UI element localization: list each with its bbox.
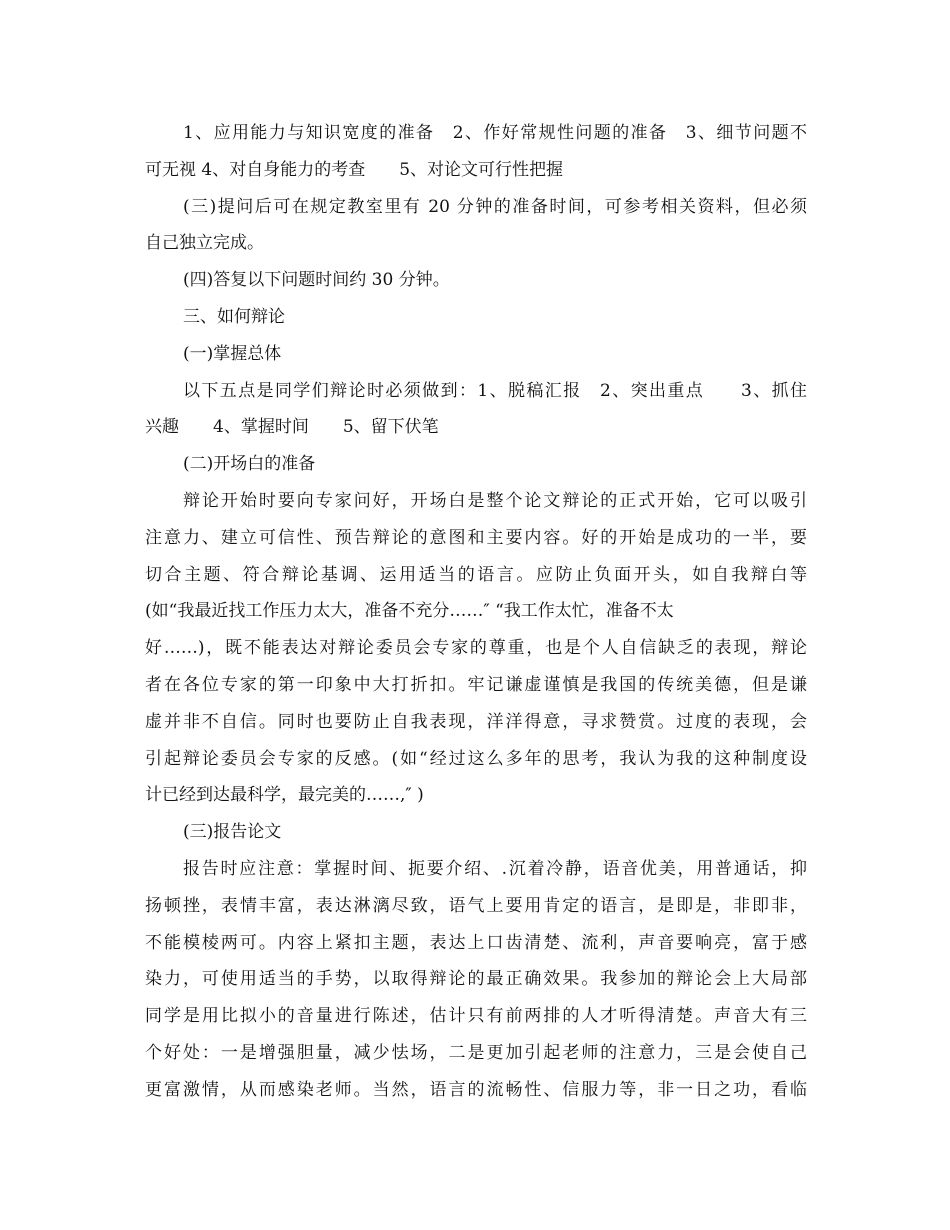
- subheading-grasp-overall: [145, 336, 807, 373]
- text-line: 同学是用比拟小的音量进行陈述，估计只有前两排的人才听得清楚。声音大有三: [145, 1006, 807, 1027]
- text-line: 扬顿挫，表情丰富，表达淋漓尽致，语气上要用肯定的语言，是即是，非即非，: [145, 895, 807, 916]
- paragraph-report-body: [145, 851, 807, 1109]
- paragraph-answer-time: [145, 262, 807, 299]
- text-line: 虚并非不自信。同时也要防止自我表现，洋洋得意，寻求赞赏。过度的表现，会: [145, 711, 807, 732]
- text-line: 计已经到达最科学，最完美的……,″ ): [145, 785, 424, 806]
- text-line: (四)答复以下问题时间约 30 分钟。: [183, 270, 450, 291]
- paragraph-five-points: [145, 373, 807, 447]
- text-line: 报告时应注意：掌握时间、扼要介绍、.沉着冷静，语音优美，用普通话，抑: [183, 858, 807, 879]
- heading-text: (二)开场白的准备: [183, 454, 316, 475]
- heading-text: 三、如何辩论: [183, 306, 285, 327]
- text-line: 好……)，既不能表达对辩论委员会专家的尊重，也是个人自信缺乏的表现，辩论: [145, 638, 807, 659]
- text-line: 辩论开始时要向专家问好，开场白是整个论文辩论的正式开始，它可以吸引: [183, 490, 807, 511]
- text-line: 不能模棱两可。内容上紧扣主题，表达上口齿清楚、流利，声音要响亮，富于感: [145, 932, 807, 953]
- text-line: 个好处：一是增强胆量，减少怯场，二是更加引起老师的注意力，三是会使自己: [145, 1042, 807, 1063]
- paragraph-prep-time: [145, 189, 807, 263]
- text-line: 兴趣 4、掌握时间 5、留下伏笔: [145, 417, 439, 438]
- subheading-report: [145, 814, 807, 851]
- heading-text: (一)掌握总体: [183, 343, 282, 364]
- text-line: 切合主题、符合辩论基调、运用适当的语言。应防止负面开头，如自我辩白等: [145, 564, 807, 585]
- text-line: 更富激情，从而感染老师。当然，语言的流畅性、信服力等，非一日之功，看临: [145, 1079, 807, 1100]
- section-heading-how-to-defend: [145, 299, 807, 336]
- paragraph-preparation-list: [145, 115, 807, 189]
- text-line: (三)提问后可在规定教室里有 20 分钟的准备时间，可参考相关资料，但必须: [183, 196, 807, 217]
- text-line: 1、应用能力与知识宽度的准备 2、作好常规性问题的准备 3、细节问题不: [183, 123, 807, 143]
- text-line: 引起辩论委员会专家的反感。(如“经过这么多年的思考，我认为我的这种制度设: [145, 748, 807, 769]
- document-page: [145, 115, 807, 1109]
- text-line: 染力，可使用适当的手势，以取得辩论的最正确效果。我参加的辩论会上大局部: [145, 969, 807, 990]
- subheading-opening: [145, 446, 807, 483]
- heading-text: (三)报告论文: [183, 822, 282, 843]
- text-line: 注意力、建立可信性、预告辩论的意图和主要内容。好的开始是成功的一半，要: [145, 527, 807, 548]
- text-line: 可无视 4、对自身能力的考查 5、对论文可行性把握: [145, 159, 564, 180]
- text-line: 自己独立完成。: [145, 233, 264, 254]
- text-line: 者在各位专家的第一印象中大打折扣。牢记谦虚谨慎是我国的传统美德，但是谦: [145, 674, 807, 695]
- text-line: 以下五点是同学们辩论时必须做到：1、脱稿汇报 2、突出重点 3、抓住: [183, 380, 807, 401]
- text-line: (如“我最近找工作压力太大，准备不充分……″ “我工作太忙，准备不太: [145, 601, 674, 622]
- paragraph-opening-body: [145, 483, 807, 814]
